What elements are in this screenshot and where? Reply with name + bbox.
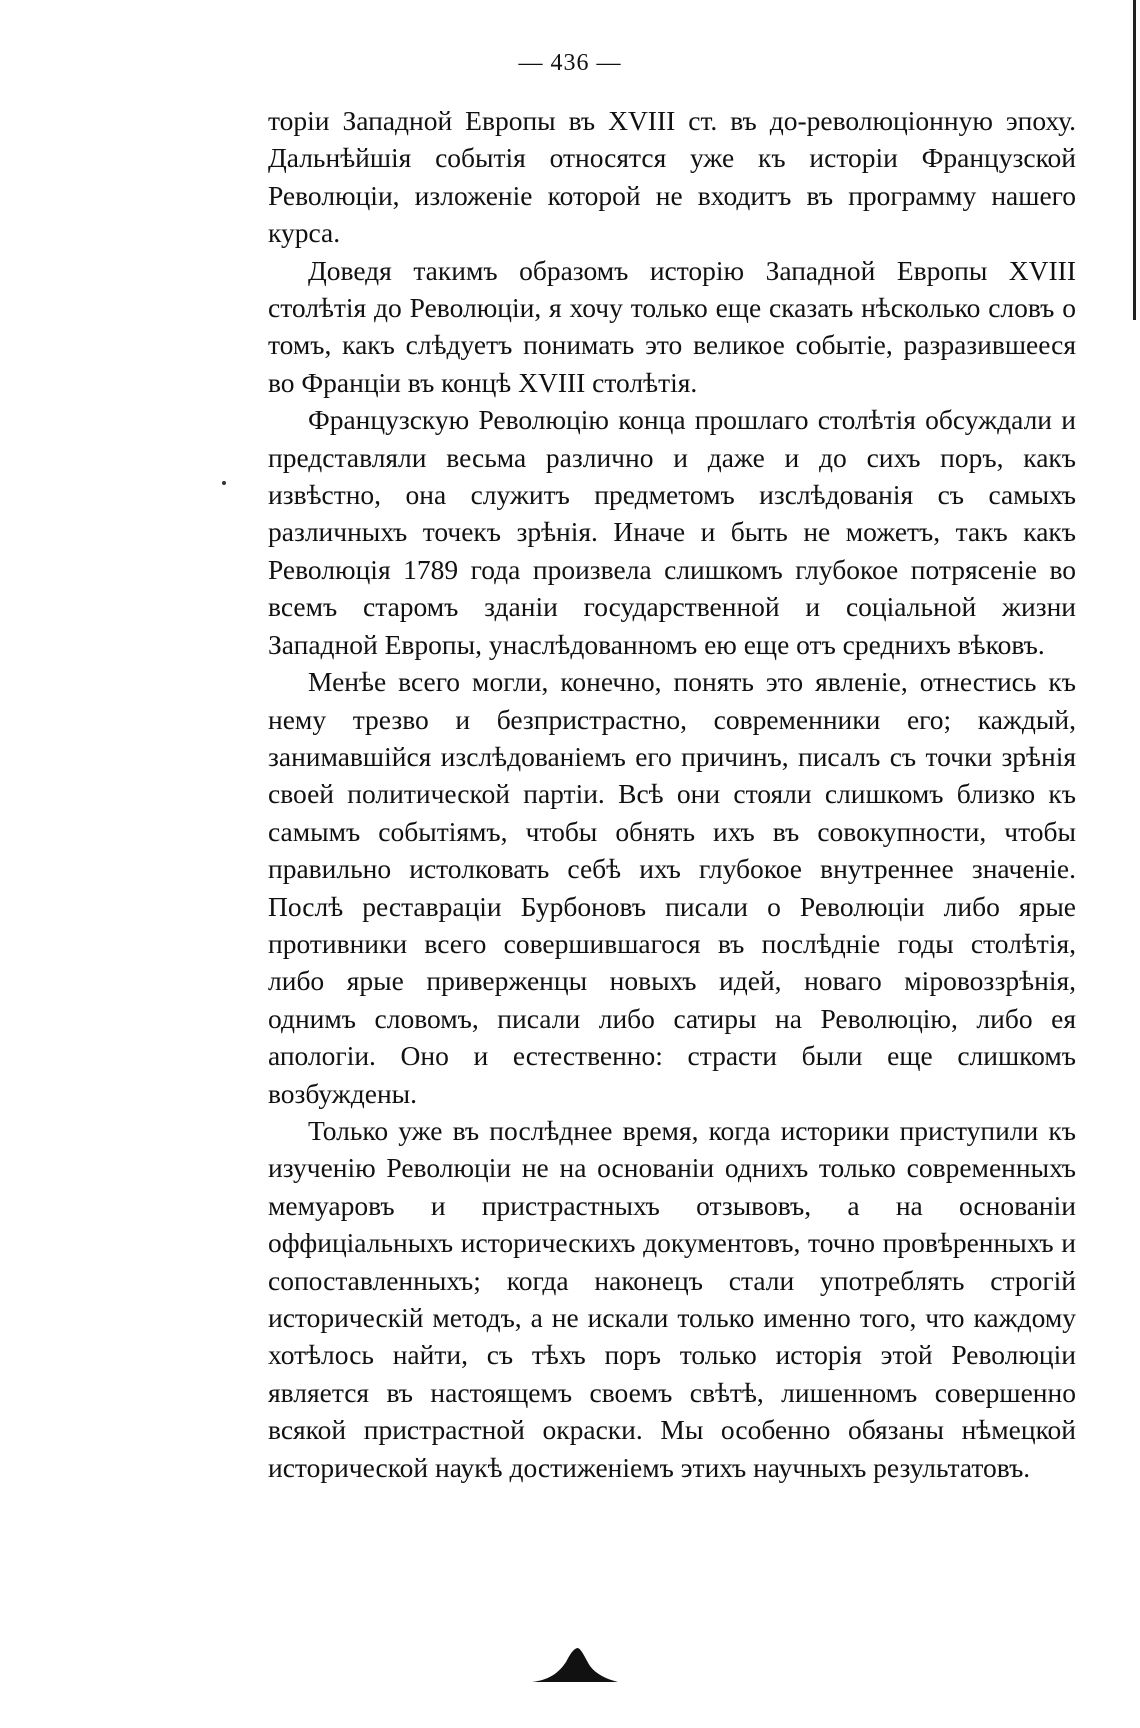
margin-speck — [222, 481, 226, 485]
page-edge-line — [1133, 0, 1136, 320]
paragraph-5: Только уже въ послѣднее время, когда историки приступили къ изученію Революціи не на основаніи однихъ только современныхъ мемуаровъ и пристрастныхъ отзывовъ, а на основаніи оффиціальныхъ историческихъ документовъ, точно провѣренныхъ и сопоставленныхъ; когда наконецъ стали употреблять строгій историческій методъ, а не искали только именно того, что каждому хотѣлось найти, съ тѣхъ поръ только исторія этой Революціи является въ настоящемъ своемъ свѣтѣ, лишенномъ совершенно всякой пристрастной окраски. Мы особенно обязаны нѣмецкой исторической наукѣ достиженіемъ этихъ научныхъ результатовъ. — [268, 1114, 1076, 1483]
paragraph-2: Доведя такимъ образомъ исторію Западной Европы XVIII столѣтія до Революціи, я хочу только еще сказать нѣсколько словъ о томъ, какъ слѣдуетъ понимать это великое событіе, разразившееся во Франціи въ концѣ XVIII столѣтія. — [268, 254, 1076, 398]
paragraph-4: Менѣе всего могли, конечно, понять это явленіе, отнестись къ нему трезво и безпристрастно, современники его; каждый, занимавшійся изслѣдованіемъ его причинъ, писалъ съ точки зрѣнія своей политической партіи. Всѣ они стояли слишкомъ близко къ самымъ событіямъ, чтобы обнять ихъ въ совокупности, чтобы правильно истолковать себѣ ихъ глубокое внутреннее значеніе. Послѣ реставраціи Бурбоновъ писали о Революціи либо ярые противники всего совершившагося въ послѣдніе годы столѣтія, либо ярые приверженцы новыхъ идей, новаго міровоззрѣнія, однимъ словомъ, писали либо сатиры на Революцію, либо ея апологіи. Оно и естественно: страсти были еще слишкомъ возбуждены. — [268, 666, 1076, 1109]
tailpiece-ornament-icon — [530, 1644, 620, 1684]
body-text — [268, 102, 1076, 1486]
paragraph-3: Французскую Революцію конца прошлаго столѣтія обсуждали и представляли весьма различно и даже и до сихъ поръ, какъ извѣстно, она служитъ предметомъ изслѣдованія съ самыхъ различныхъ точекъ зрѣнія. Иначе и быть не можетъ, такъ какъ Революція 1789 года произвела слишкомъ глубокое потрясеніе во всемъ старомъ зданіи государственной и соціальной жизни Западной Европы, унаслѣдованномъ ею еще отъ среднихъ вѣковъ. — [268, 404, 1076, 660]
page-number: — 436 — — [518, 50, 622, 76]
paragraph-continuation: торіи Западной Европы въ XVIII ст. въ до-революціонную эпоху. Дальнѣйшія событія относятся уже къ исторіи Французской Революціи, изложеніе которой не входитъ въ программу нашего курса. — [268, 105, 1076, 249]
